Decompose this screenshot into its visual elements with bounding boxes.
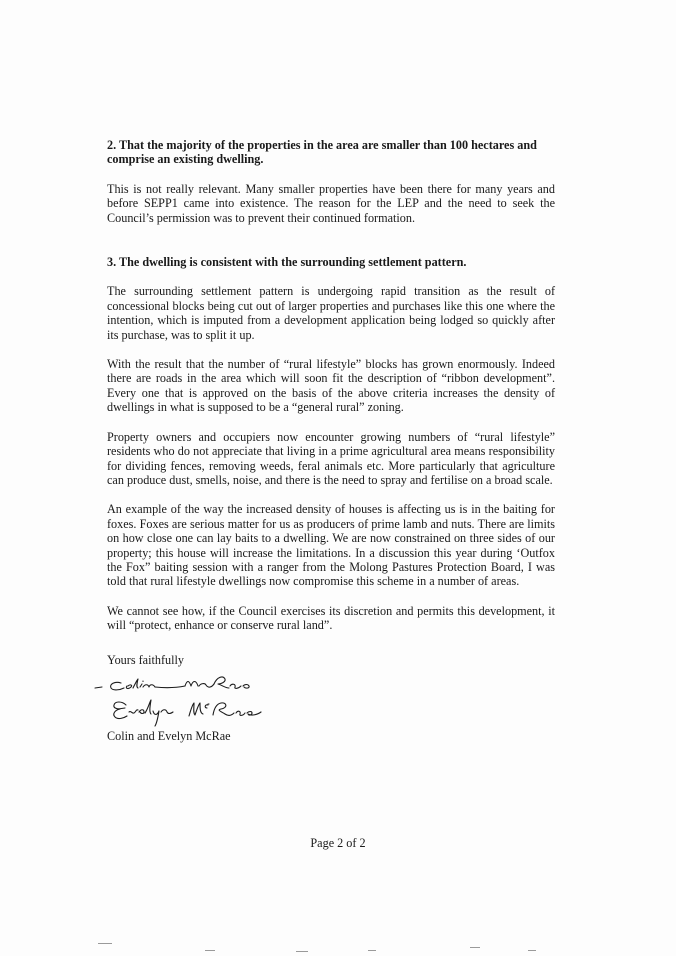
signature-drawing <box>93 671 313 729</box>
handwritten-signature <box>93 671 313 729</box>
section-2-paragraph: This is not really relevant. Many smaller properties have been there for many years and before SEPP1 came into existence. The reason for the LEP and the need to seek the Council’s permission was to prevent their continued formation. <box>107 181 555 225</box>
section-2-heading: 2. That the majority of the properties in the area are smaller than 100 hectares and comprise an existing dwelling. <box>107 138 537 167</box>
section-3-paragraph-4: An example of the way the increased density of houses is affecting us is in the baiting for foxes. Foxes are serious matter for us as producers of prime lamb and nuts. There are limits on how close one can lay baits to a dwelling. We are now constrained on three sides of our property; this house will increase the limitations. In a discussion this year during ‘Outfox the Fox” baiting session with a ranger from the Molong Pastures Protection Board, I was told that rural lifestyle dwellings now compromise this scheme in a number of areas. <box>107 502 555 589</box>
letter-body <box>107 138 555 743</box>
section-3-paragraph-1: The surrounding settlement pattern is undergoing rapid transition as the result of concessional blocks being cut out of larger properties and purchases like this one where the intention, which is imputed from a development application being lodged so quickly after its purchase, was to split it up. <box>107 284 555 342</box>
scan-speck <box>368 950 376 951</box>
section-3-paragraph-5: We cannot see how, if the Council exercises its discretion and permits this development, it will “protect, enhance or conserve rural land”. <box>107 603 555 633</box>
signatory-names: Colin and Evelyn McRae <box>107 728 231 743</box>
closing-salutation: Yours faithfully <box>107 652 184 667</box>
scan-speck <box>205 950 215 951</box>
scan-speck <box>296 951 308 952</box>
section-3-paragraph-2: With the result that the number of “rural lifestyle” blocks has grown enormously. Indeed there are roads in the area which will soon fit the description of “ribbon development”. Every one that is approved on the basis of the above criteria increases the density of dwellings in what is supposed to be a “general rural” zoning. <box>107 357 555 415</box>
scan-speck <box>528 950 536 951</box>
section-3-paragraph-3: Property owners and occupiers now encounter growing numbers of “rural lifestyle” residents who do not appreciate that living in a prime agricultural area means responsibility for dividing fences, removing weeds, feral animals etc. More particularly that agriculture can produce dust, smells, noise, and there is the need to spray and fertilise on a broad scale. <box>107 429 555 487</box>
scan-speck <box>98 943 112 944</box>
scan-speck <box>470 947 480 948</box>
page-number: Page 2 of 2 <box>310 836 366 850</box>
section-3-heading: 3. The dwelling is consistent with the surrounding settlement pattern. <box>107 255 467 270</box>
